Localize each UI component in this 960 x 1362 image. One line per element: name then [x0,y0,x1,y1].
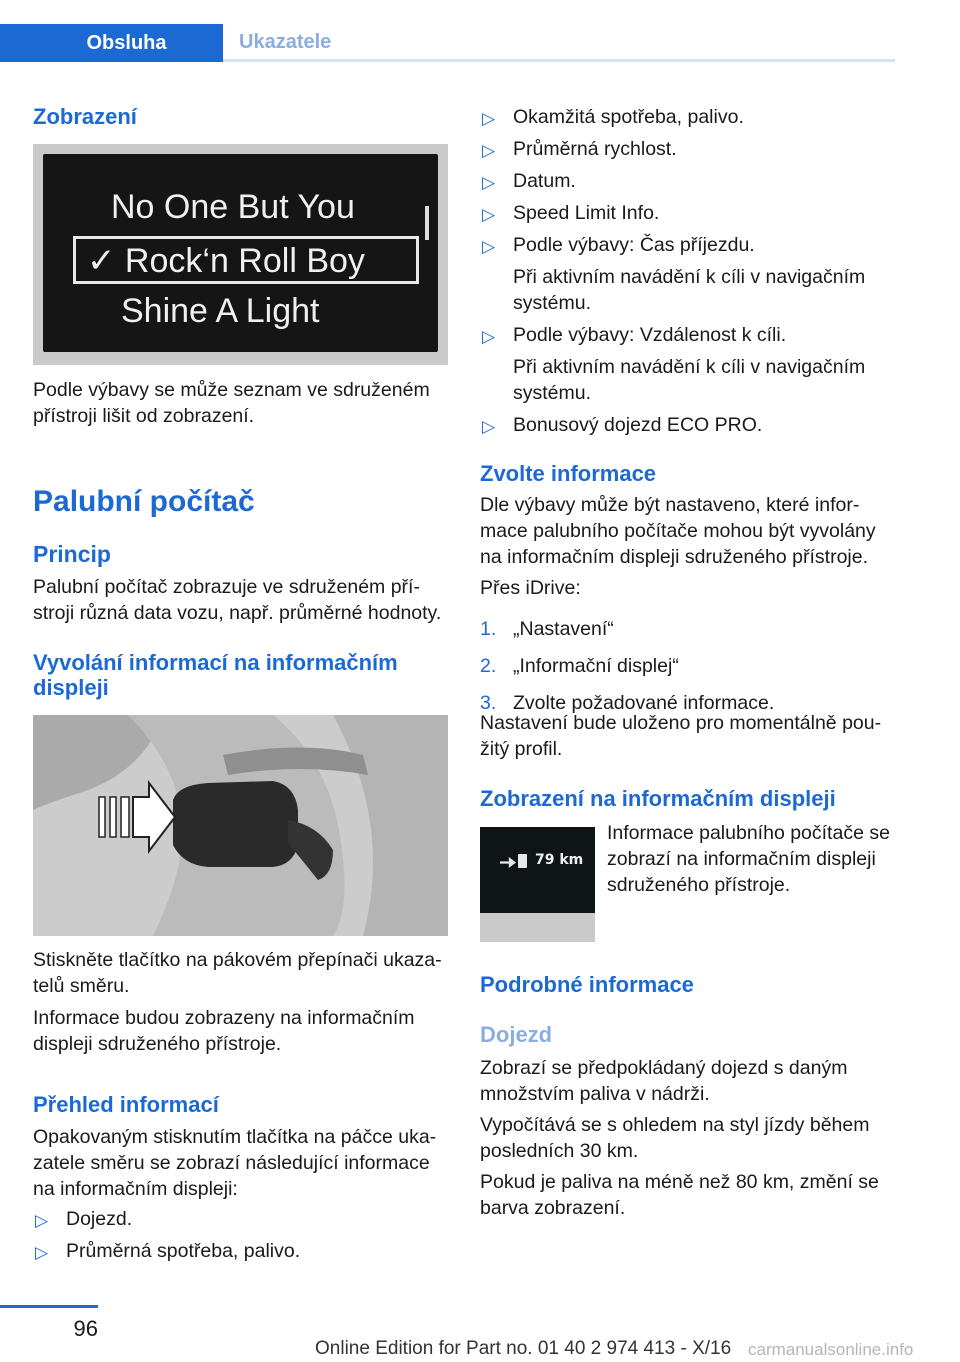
triangle-bullet-icon: ▷ [482,109,496,128]
display-screen [43,154,438,352]
tab-obsluha[interactable]: Obsluha [0,24,223,62]
watermark: carmanualsonline.info [748,1340,914,1359]
bullet-list-right [480,104,900,438]
list-item-selected: ✓ Rock‘n Roll Boy [87,242,365,280]
step-number: 3. [480,692,497,714]
arrow-icon [500,857,516,868]
triangle-bullet-icon: ▷ [482,237,496,256]
edition-note: Online Edition for Part no. 01 40 2 974 413 - X/16 [315,1338,732,1359]
paragraph-informace: Informace budou zobrazeny na informačním displeji sdruženého přístroje. [33,1007,415,1055]
heading-zvolte: Zvolte informace [480,461,657,486]
footer-accent-line [0,1305,98,1308]
list-item: No One But You [111,188,355,226]
fuel-pump-icon [518,854,527,868]
paragraph-nastaveni: Nastavení bude uloženo pro momentálně pou-žitý profil. [480,712,882,760]
triangle-bullet-icon: ▷ [482,327,496,346]
tab-ukazatele[interactable]: Ukazatele [239,30,332,53]
heading-princip: Princip [33,541,111,567]
header-tabs [0,24,895,62]
steps-list [480,616,900,716]
paragraph-list-note: Podle výbavy se může seznam ve sdruženém přístroji lišit od zobrazení. [33,379,430,427]
paragraph-dle: Dle výbavy může být nastaveno, které infor-mace palubního počítače mohou být vyvolány na informačním displeji sdruženého přístroje. [480,494,876,568]
triangle-bullet-icon: ▷ [35,1211,49,1230]
list-item: 1. „Nastavení“ [480,618,614,640]
heading-podrobne: Podrobné informace [480,972,694,997]
step-number: 1. [480,618,497,640]
list-item: ▷ Průměrná spotřeba, palivo. [33,1238,448,1264]
list-item: ▷ Bonusový dojezd ECO PRO. [480,412,900,438]
display-list-image [33,144,448,365]
triangle-bullet-icon: ▷ [35,1243,49,1262]
heading-dojezd: Dojezd [480,1022,553,1047]
list-item: ▷ Okamžitá spotřeba, palivo. [480,104,900,130]
paragraph-pres: Přes iDrive: [480,577,581,599]
paragraph-stisknete: Stiskněte tlačítko na pákovém přepínači ukaza-telů směru. [33,949,442,997]
list-item: ▷ Podle výbavy: Vzdálenost k cíli. Při aktivním navádění k cíli v navigačním systému. [480,322,900,406]
list-item-subtext: Při aktivním navádění k cíli v navigačním systému. [513,356,866,404]
heading-zobrazeni: Zobrazení [33,104,137,129]
list-item: ▷ Datum. [480,168,900,194]
heading-vyvolani: Vyvolání informací na informačním displeji [33,650,398,700]
list-item: ▷ Průměrná rychlost. [480,136,900,162]
list-item-subtext: Při aktivním navádění k cíli v navigačním systému. [513,266,866,314]
list-item: ▷ Dojezd. [33,1206,448,1232]
bullet-list-left [33,1206,448,1264]
triangle-bullet-icon: ▷ [482,173,496,192]
list-item: ▷ Speed Limit Info. [480,200,900,226]
paragraph-princip: Palubní počítač zobrazuje ve sdruženém pří-stroji různá data vozu, např. průměrné hodnoty. [33,576,442,624]
page-number: 96 [73,1316,98,1341]
list-item: ▷ Podle výbavy: Čas příjezdu. Při aktivním navádění k cíli v navigačním systému. [480,232,900,316]
triangle-bullet-icon: ▷ [482,205,496,224]
list-item: 3. Zvolte požadované informace. [480,692,775,714]
list-item: Shine A Light [121,292,320,330]
paragraph-pokud: Pokud je paliva na méně než 80 km, změní se barva zobrazení. [480,1171,879,1219]
heading-zobrazeni-na-displeji: Zobrazení na informačním displeji [480,786,836,811]
heading-palubni-pocitac: Palubní počítač [33,485,255,518]
range-value: 79 km [535,852,584,868]
paragraph-info-palubniho: Informace palubního počítače se zobrazí na informačním displeji sdruženého přístroje. [607,822,890,896]
list-item: 2. „Informační displej“ [480,655,679,677]
turn-signal-stalk-image [33,715,448,936]
paragraph-vypocitava: Vypočítává se s ohledem na styl jízdy během posledních 30 km. [480,1114,870,1162]
step-number: 2. [480,655,497,677]
scrollbar-indicator [425,206,429,240]
range-display-image [480,827,595,942]
display-screen [480,827,595,913]
heading-prehled: Přehled informací [33,1092,219,1117]
paragraph-zobrazi: Zobrazí se předpokládaný dojezd s daným množstvím paliva v nádrži. [480,1057,848,1105]
header-divider [223,59,895,62]
triangle-bullet-icon: ▷ [482,141,496,160]
paragraph-opakovanym: Opakovaným stisknutím tlačítka na páčce uka-zatele směru se zobrazí následující informace na informačním displeji: [33,1126,437,1200]
stalk-illustration [33,715,448,936]
triangle-bullet-icon: ▷ [482,417,496,436]
